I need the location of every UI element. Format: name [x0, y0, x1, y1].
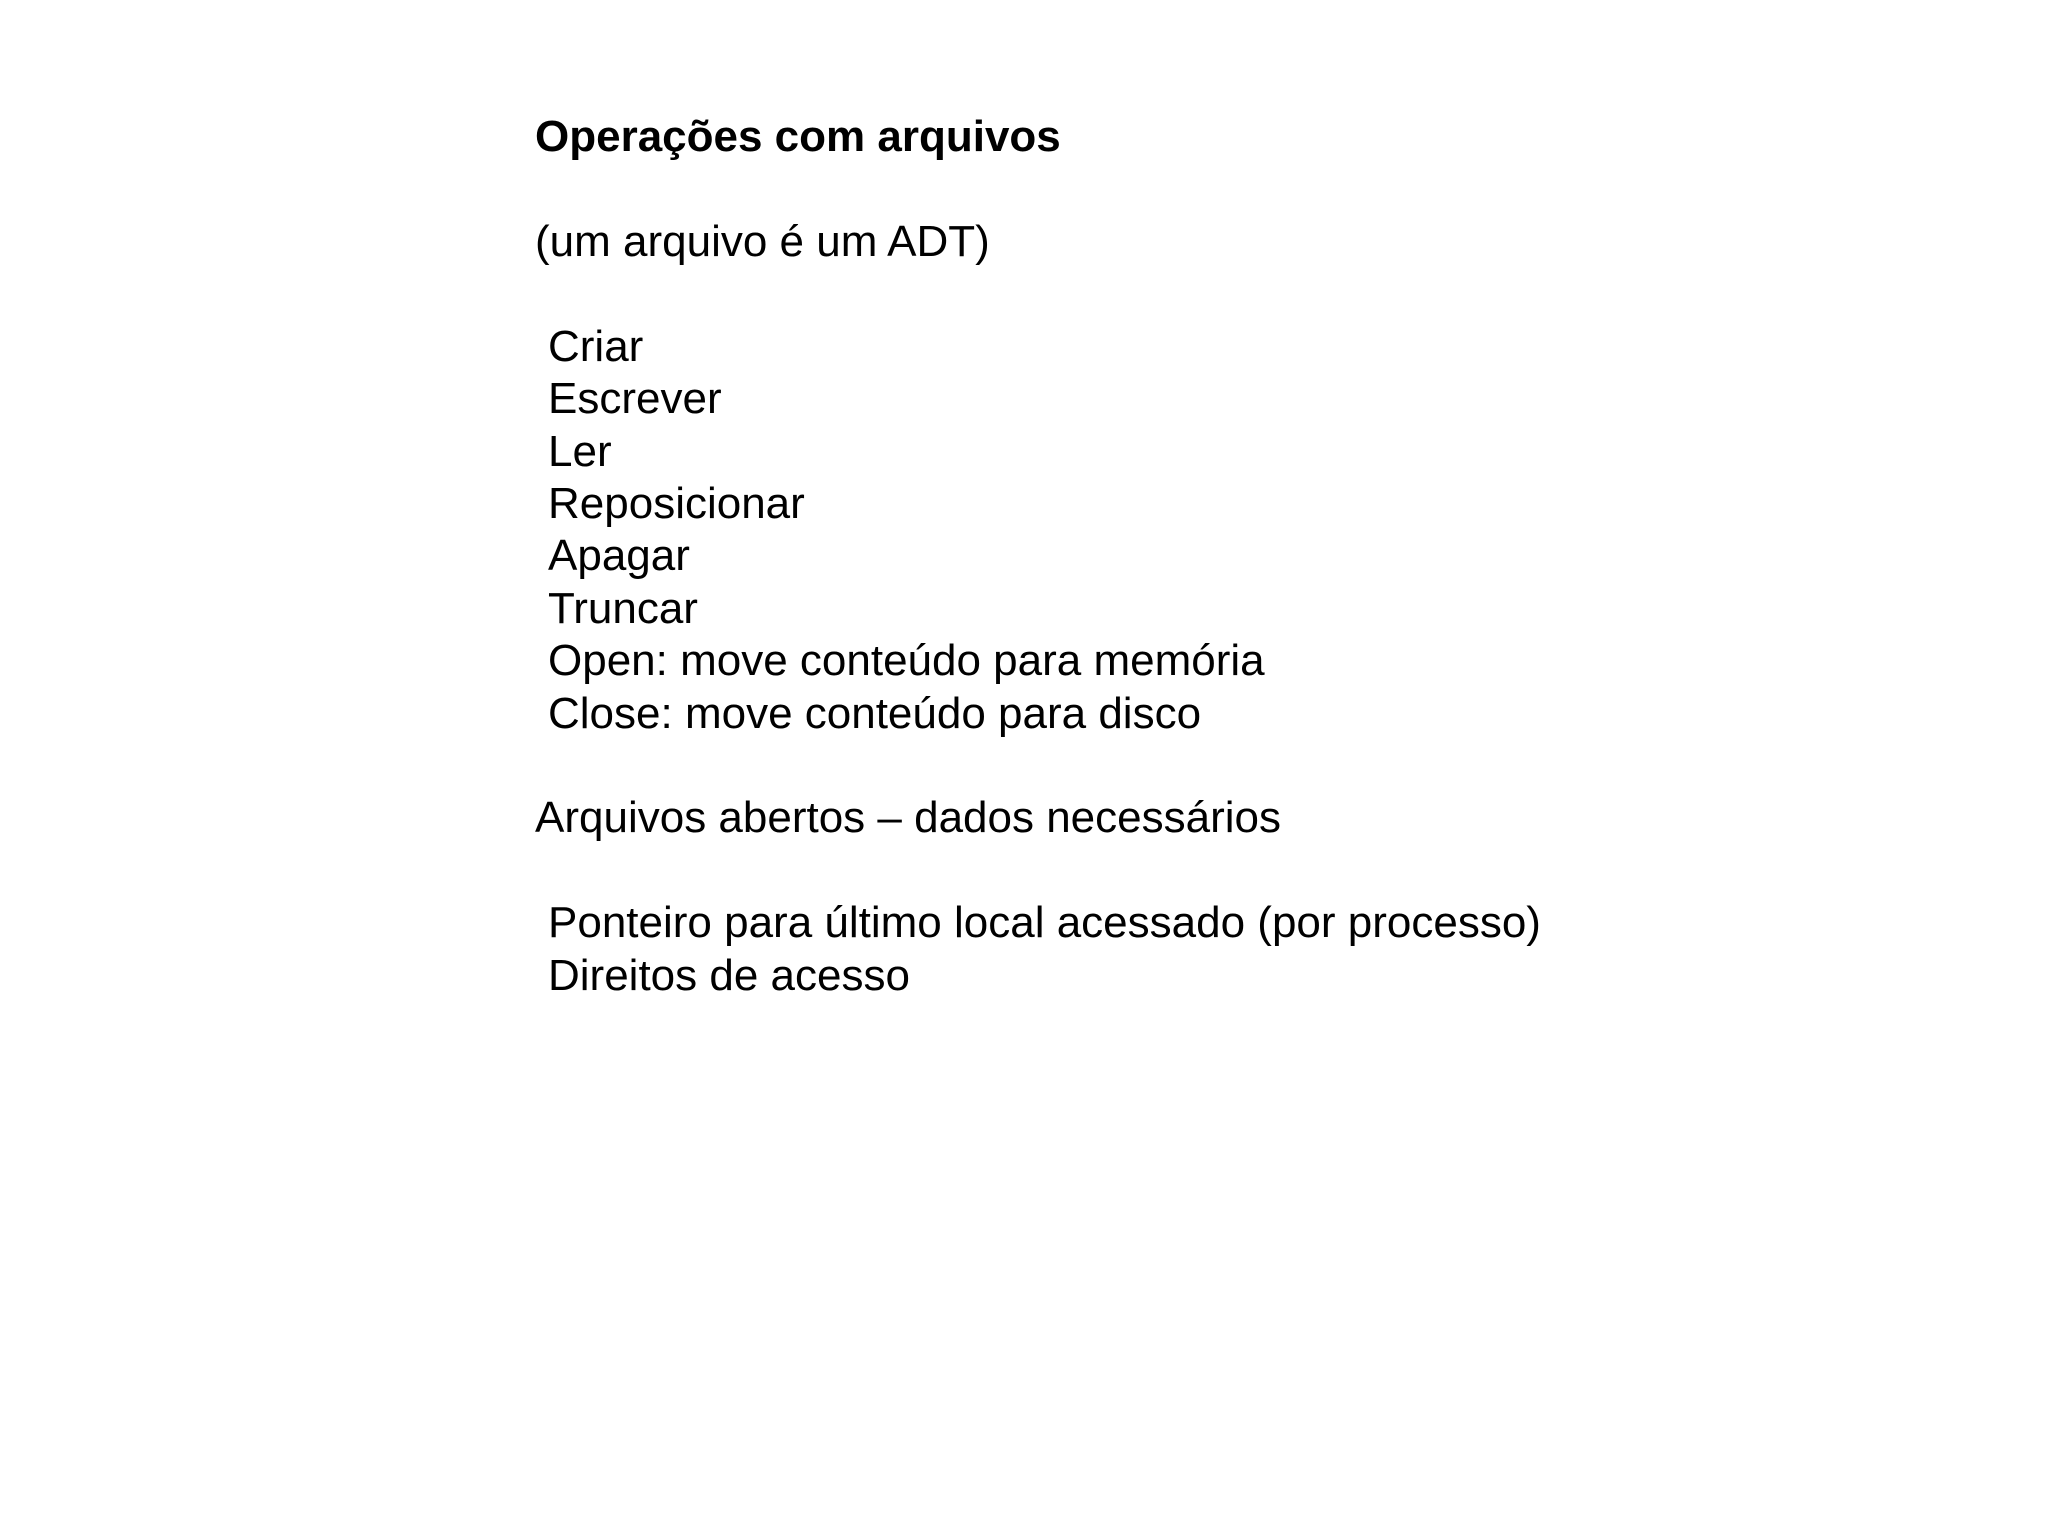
list-item: Close: move conteúdo para disco — [548, 688, 1202, 738]
open-files-list — [535, 897, 1835, 1002]
list-item: Direitos de acesso — [548, 950, 910, 1000]
list-item: Criar — [548, 321, 644, 371]
spacer — [535, 268, 1835, 320]
slide-title: Operações com arquivos — [535, 112, 1061, 161]
slide-content — [535, 110, 1835, 1002]
spacer — [535, 740, 1835, 792]
open-files-heading: Arquivos abertos – dados necessários — [535, 793, 1281, 843]
list-item: Apagar — [548, 531, 690, 581]
spacer — [535, 845, 1835, 897]
list-item: Open: move conteúdo para memória — [548, 636, 1265, 686]
operations-list — [535, 321, 1835, 740]
list-item: Reposicionar — [548, 479, 805, 529]
list-item: Truncar — [548, 583, 698, 633]
spacer — [535, 164, 1835, 216]
list-item: Ler — [548, 426, 612, 476]
slide-subtitle: (um arquivo é um ADT) — [535, 217, 990, 266]
list-item: Ponteiro para último local acessado (por processo) — [548, 898, 1541, 948]
list-item: Escrever — [548, 374, 722, 424]
